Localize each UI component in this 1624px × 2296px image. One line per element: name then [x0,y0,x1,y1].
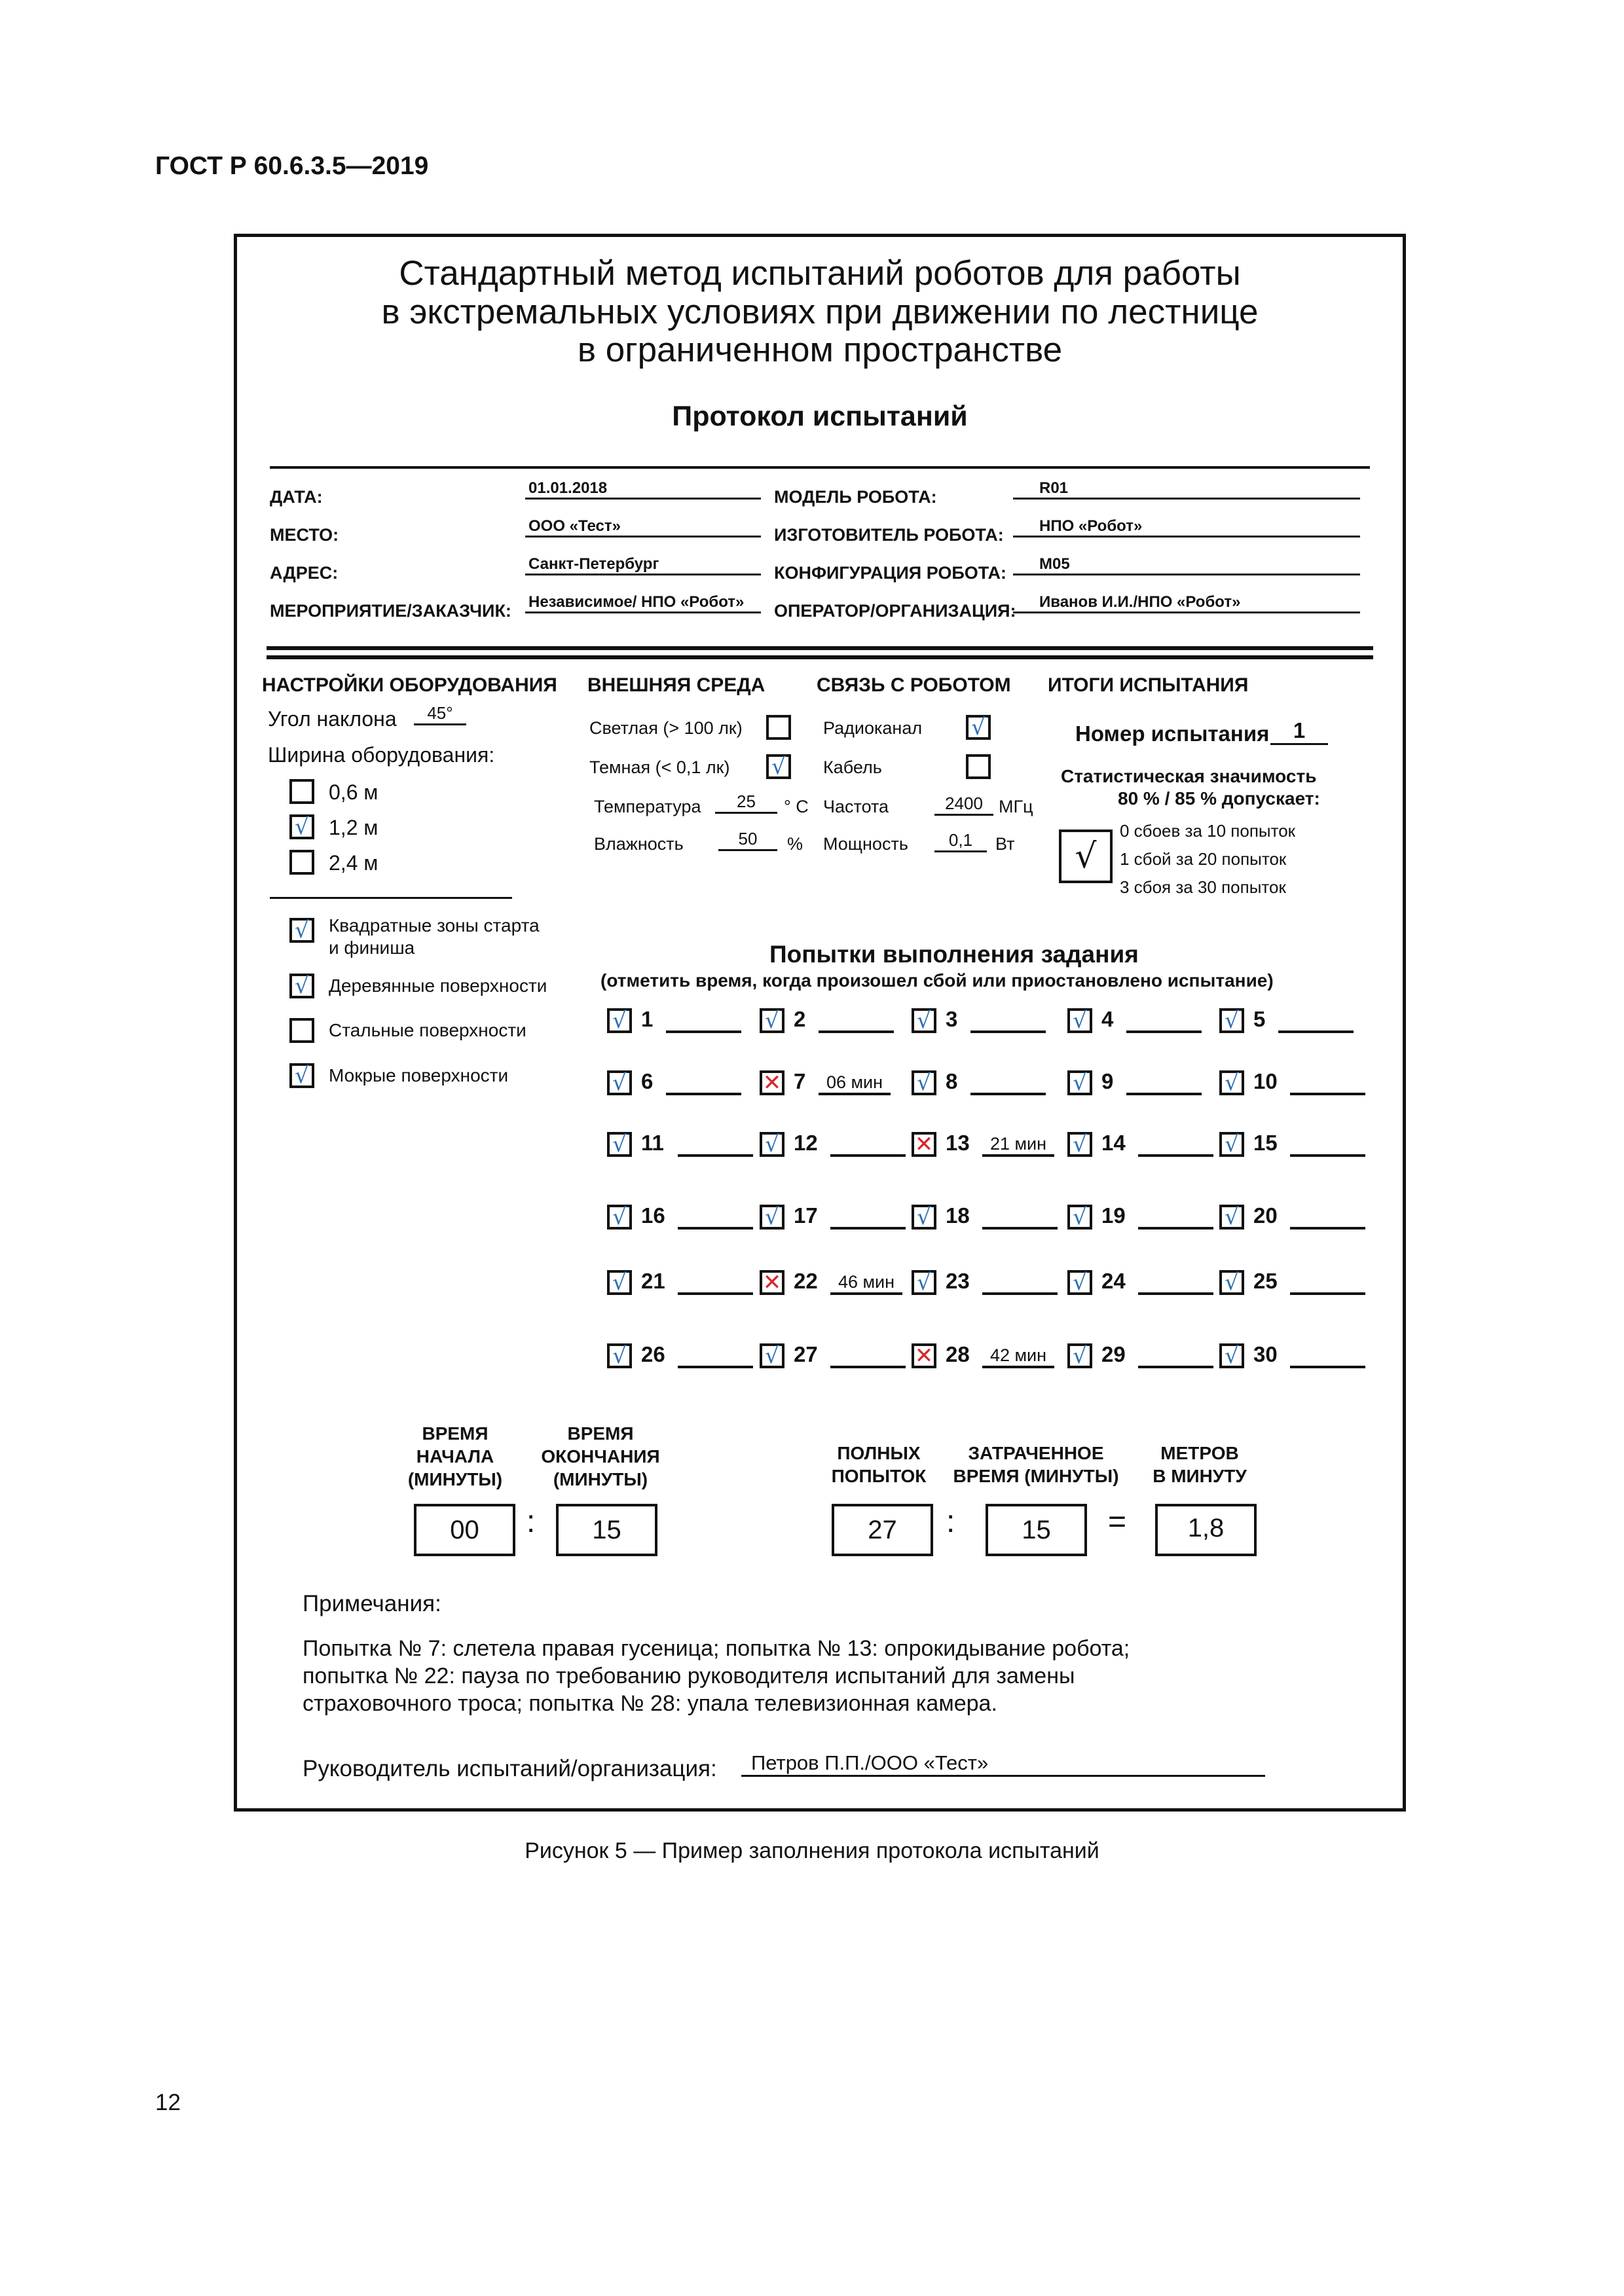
attempt-21-number: 21 [641,1269,665,1293]
attempt-3-checkbox[interactable]: √ [912,1008,936,1033]
end-time-label-line3: (МИНУТЫ) [553,1469,648,1489]
rate-label-line1: МЕТРОВ [1160,1443,1239,1463]
power-label: Мощность [823,834,908,854]
start-time-box[interactable]: 00 [414,1504,515,1556]
attempt-20-checkbox[interactable]: √ [1219,1205,1244,1230]
humidity-label: Влажность [594,834,684,854]
option-steel-label: Стальные поверхности [329,1020,526,1040]
header-label-address: АДРЕС: [270,563,339,583]
header-label-model: МОДЕЛЬ РОБОТА: [774,487,937,507]
header-label-operator: ОПЕРАТОР/ОРГАНИЗАЦИЯ: [774,601,1016,621]
attempt-18-time[interactable] [982,1203,1058,1230]
attempt-23-time[interactable] [982,1269,1058,1295]
form-title-line-3: в ограниченном пространстве [577,331,1063,369]
header-value-date: 01.01.2018 [525,479,761,500]
attempt-22-number: 22 [794,1269,818,1293]
attempts-subheading: (отметить время, когда произошел сбой или приостановлено испытание) [600,970,1274,991]
attempt-3-time[interactable] [970,1007,1046,1033]
document-code: ГОСТ Р 60.6.3.5—2019 [155,152,429,180]
start-time-label-line2: НАЧАЛА [416,1446,494,1467]
header-label-place: МЕСТО: [270,525,339,545]
rate-label-line2: В МИНУТУ [1153,1466,1247,1486]
header-label-date: ДАТА: [270,487,323,507]
attempt-2-number: 2 [794,1007,806,1031]
rate-box[interactable]: 1,8 [1155,1504,1257,1556]
option-start-zones-line1: Квадратные зоны старта [329,915,540,936]
cable-checkbox[interactable] [966,754,991,779]
option-start-zones-line2: и финиша [329,938,415,958]
frequency-label: Частота [823,797,889,816]
header-label-event: МЕРОПРИЯТИЕ/ЗАКАЗЧИК: [270,601,511,621]
humidity-value: 50 [718,829,777,851]
temperature-label: Температура [594,797,701,816]
attempt-20-time[interactable] [1290,1203,1365,1230]
attempt-8-number: 8 [946,1069,958,1093]
attempt-1-checkbox[interactable]: √ [607,1008,632,1033]
attempt-7-number: 7 [794,1069,806,1093]
option-checkbox-wood[interactable]: √ [289,974,314,998]
attempt-29-number: 29 [1101,1342,1126,1366]
frequency-unit: МГц [999,797,1033,816]
attempt-9-number: 9 [1101,1069,1114,1093]
attempt-29-time[interactable] [1138,1342,1213,1368]
attempt-4-number: 4 [1101,1007,1114,1031]
light-checkbox[interactable] [766,715,791,740]
header-value-config: М05 [1013,555,1360,575]
header-value-operator: Иванов И.И./НПО «Робот» [1013,593,1360,613]
header-label-config: КОНФИГУРАЦИЯ РОБОТА: [774,563,1007,583]
attempt-7-time[interactable]: 06 мин [819,1069,891,1095]
attempt-12-time[interactable] [830,1131,906,1157]
attempt-24-time[interactable] [1138,1269,1213,1295]
attempt-2-time[interactable] [819,1007,894,1033]
header-top-rule [270,466,1370,469]
attempt-25-time[interactable] [1290,1269,1365,1295]
figure-caption: Рисунок 5 — Пример заполнения протокола испытаний [525,1838,1099,1863]
time-colon: : [526,1504,536,1539]
attempt-19-time[interactable] [1138,1203,1213,1230]
attempt-22-checkbox[interactable]: ✕ [760,1270,784,1295]
attempt-28-number: 28 [946,1342,970,1366]
attempt-14-number: 14 [1101,1131,1126,1155]
spent-colon: : [946,1504,955,1539]
option-wood-label: Деревянные поверхности [329,975,547,996]
header-value-model: R01 [1013,479,1360,500]
attempt-22-time[interactable]: 46 мин [830,1269,902,1295]
attempt-15-checkbox[interactable]: √ [1219,1132,1244,1157]
attempt-7-checkbox[interactable]: ✕ [760,1070,784,1095]
angle-value: 45° [414,703,466,725]
attempt-17-checkbox[interactable]: √ [760,1205,784,1230]
form-title-line-2: в экстремальных условиях при движении по лестнице [381,293,1259,331]
width-option-0-6: 0,6 м [329,780,378,804]
attempt-9-checkbox[interactable]: √ [1067,1070,1092,1095]
equipment-divider [270,897,512,899]
environment-heading: ВНЕШНЯЯ СРЕДА [587,674,766,696]
attempts-heading: Попытки выполнения задания [769,941,1139,968]
attempt-23-number: 23 [946,1269,970,1293]
notes-line-2: попытка № 22: пауза по требованию руководителя испытаний для замены [303,1664,1075,1688]
light-label: Светлая (> 100 лк) [589,718,743,738]
attempt-25-number: 25 [1253,1269,1278,1293]
header-value-event: Независимое/ НПО «Робот» [525,593,761,613]
header-value-manufacturer: НПО «Робот» [1013,517,1360,538]
attempt-1-number: 1 [641,1007,654,1031]
attempt-18-checkbox[interactable]: √ [912,1205,936,1230]
attempt-13-time[interactable]: 21 мин [982,1131,1054,1157]
attempt-30-number: 30 [1253,1342,1278,1366]
attempt-24-checkbox[interactable]: √ [1067,1270,1092,1295]
header-double-rule [267,646,1373,659]
notes-label: Примечания: [303,1591,441,1616]
form-subtitle: Протокол испытаний [672,401,968,432]
page-number: 12 [155,2090,181,2115]
notes-line-3: страховочного троса; попытка № 28: упала телевизионная камера. [303,1691,997,1716]
equipment-heading: НАСТРОЙКИ ОБОРУДОВАНИЯ [262,674,557,696]
attempt-23-checkbox[interactable]: √ [912,1270,936,1295]
notes-line-1: Попытка № 7: слетела правая гусеница; попытка № 13: опрокидывание робота; [303,1636,1130,1661]
attempt-12-number: 12 [794,1131,818,1155]
comm-heading: СВЯЗЬ С РОБОТОМ [817,674,1011,696]
attempt-5-time[interactable] [1278,1007,1354,1033]
attempt-30-checkbox[interactable]: √ [1219,1343,1244,1368]
start-time-label-line3: (МИНУТЫ) [407,1469,503,1489]
results-heading: ИТОГИ ИСПЫТАНИЯ [1048,674,1249,696]
attempt-1-time[interactable] [666,1007,741,1033]
header-value-address: Санкт-Петербург [525,555,761,575]
start-time-label [406,1422,504,1491]
attempt-17-time[interactable] [830,1203,906,1230]
width-option-2-4: 2,4 м [329,851,378,875]
attempt-21-time[interactable] [678,1269,753,1295]
test-number-value: 1 [1270,718,1328,745]
attempt-11-number: 11 [641,1131,664,1155]
attempt-12-checkbox[interactable]: √ [760,1132,784,1157]
attempt-11-checkbox[interactable]: √ [607,1132,632,1157]
attempt-14-time[interactable] [1138,1131,1213,1157]
attempt-16-number: 16 [641,1203,665,1228]
attempt-15-number: 15 [1253,1131,1278,1155]
end-time-label-line2: ОКОНЧАНИЯ [541,1446,660,1467]
power-unit: Вт [995,834,1015,854]
full-attempts-label [823,1442,934,1487]
header-value-place: ООО «Тест» [525,517,761,538]
attempt-20-number: 20 [1253,1203,1278,1228]
frequency-value: 2400 [934,793,993,816]
attempt-9-time[interactable] [1126,1069,1202,1095]
angle-label: Угол наклона [268,707,397,731]
width-checkbox-0-6[interactable] [289,779,314,804]
protocol-form [234,234,1406,1812]
attempt-6-checkbox[interactable]: √ [607,1070,632,1095]
option-checkbox-wet[interactable]: √ [289,1063,314,1088]
attempt-27-checkbox[interactable]: √ [760,1343,784,1368]
dark-checkbox[interactable]: √ [766,754,791,779]
attempt-5-number: 5 [1253,1007,1266,1031]
attempt-21-checkbox[interactable]: √ [607,1270,632,1295]
option-checkbox-steel[interactable] [289,1018,314,1043]
equals-sign: = [1108,1504,1127,1539]
stat-significance-line1: Статистическая значимость [1061,766,1317,786]
option-wet-label: Мокрые поверхности [329,1065,509,1085]
attempt-6-number: 6 [641,1069,654,1093]
stat-option-3: 3 сбоя за 30 попыток [1120,877,1286,897]
attempt-28-checkbox[interactable]: ✕ [912,1343,936,1368]
attempt-19-number: 19 [1101,1203,1126,1228]
spent-time-label-line2: ВРЕМЯ (МИНУТЫ) [953,1466,1119,1486]
attempt-17-number: 17 [794,1203,818,1228]
stat-significance-line2: 80 % / 85 % допускает: [1118,788,1320,809]
power-value: 0,1 [934,830,987,852]
spent-time-label-line1: ЗАТРАЧЕННОЕ [968,1443,1104,1463]
radio-checkbox[interactable]: √ [966,715,991,740]
attempt-10-checkbox[interactable]: √ [1219,1070,1244,1095]
dark-label: Темная (< 0,1 лк) [589,757,730,777]
header-label-manufacturer: ИЗГОТОВИТЕЛЬ РОБОТА: [774,525,1004,545]
attempt-6-time[interactable] [666,1069,741,1095]
attempt-13-number: 13 [946,1131,970,1155]
attempt-15-time[interactable] [1290,1131,1365,1157]
stat-option-2: 1 сбой за 20 попыток [1120,849,1287,869]
attempt-16-time[interactable] [678,1203,753,1230]
spent-time-label [944,1442,1128,1487]
attempt-4-checkbox[interactable]: √ [1067,1008,1092,1033]
attempt-26-checkbox[interactable]: √ [607,1343,632,1368]
attempt-29-checkbox[interactable]: √ [1067,1343,1092,1368]
test-number-label: Номер испытания [1075,721,1270,746]
attempt-8-checkbox[interactable]: √ [912,1070,936,1095]
attempt-2-checkbox[interactable]: √ [760,1008,784,1033]
width-label: Ширина оборудования: [268,743,495,767]
temperature-value: 25 [715,792,777,814]
attempt-26-time[interactable] [678,1342,753,1368]
attempt-14-checkbox[interactable]: √ [1067,1132,1092,1157]
temperature-unit: ° С [784,797,809,816]
attempt-27-number: 27 [794,1342,818,1366]
attempt-11-time[interactable] [678,1131,753,1157]
spent-time-box[interactable]: 15 [986,1504,1087,1556]
attempt-16-checkbox[interactable]: √ [607,1205,632,1230]
attempt-18-number: 18 [946,1203,970,1228]
attempt-3-number: 3 [946,1007,958,1031]
attempt-10-time[interactable] [1290,1069,1365,1095]
end-time-label [535,1422,666,1491]
option-checkbox-start-zones[interactable]: √ [289,918,314,943]
width-option-1-2: 1,2 м [329,816,378,839]
attempt-28-time[interactable]: 42 мин [982,1342,1054,1368]
signer-label: Руководитель испытаний/организация: [303,1756,717,1781]
attempt-5-checkbox[interactable]: √ [1219,1008,1244,1033]
width-checkbox-2-4[interactable] [289,850,314,875]
attempt-8-time[interactable] [970,1069,1046,1095]
signer-value: Петров П.П./ООО «Тест» [741,1751,1265,1777]
attempt-27-time[interactable] [830,1342,906,1368]
width-checkbox-1-2[interactable]: √ [289,814,314,839]
radio-label: Радиоканал [823,718,923,738]
attempt-19-checkbox[interactable]: √ [1067,1205,1092,1230]
end-time-label-line1: ВРЕМЯ [567,1423,634,1444]
attempt-10-number: 10 [1253,1069,1278,1093]
form-title-line-1: Стандартный метод испытаний роботов для работы [399,254,1241,293]
attempt-30-time[interactable] [1290,1342,1365,1368]
attempt-13-checkbox[interactable]: ✕ [912,1132,936,1157]
attempt-24-number: 24 [1101,1269,1126,1293]
start-time-label-line1: ВРЕМЯ [422,1423,489,1444]
end-time-box[interactable]: 15 [556,1504,657,1556]
attempt-4-time[interactable] [1126,1007,1202,1033]
attempt-25-checkbox[interactable]: √ [1219,1270,1244,1295]
full-attempts-label-line2: ПОПЫТОК [831,1466,927,1486]
rate-label [1141,1442,1259,1487]
stat-significance-checkbox[interactable]: √ [1059,829,1113,883]
full-attempts-box[interactable]: 27 [832,1504,933,1556]
stat-option-1: 0 сбоев за 10 попыток [1120,821,1296,841]
full-attempts-label-line1: ПОЛНЫХ [837,1443,921,1463]
attempt-26-number: 26 [641,1342,665,1366]
cable-label: Кабель [823,757,882,777]
humidity-unit: % [787,834,803,854]
